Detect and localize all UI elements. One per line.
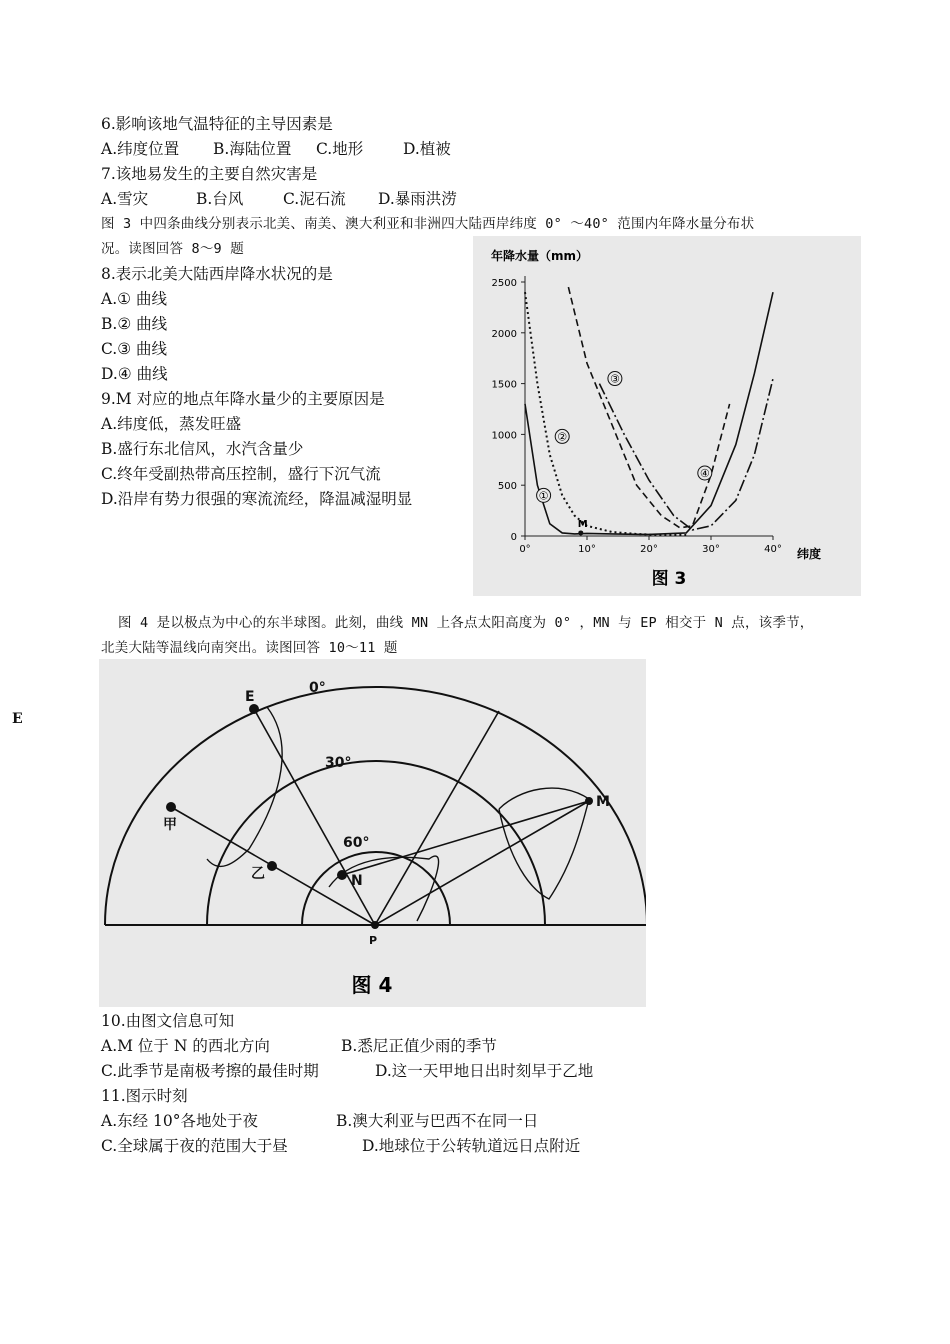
point-yi xyxy=(267,861,277,871)
q11-option-a: A.东经 10°各地处于夜 xyxy=(101,1112,259,1130)
q10-option-b: B.悉尼正值少雨的季节 xyxy=(341,1037,497,1055)
figure3-xtick-label: 30° xyxy=(702,544,720,555)
lat60-arc xyxy=(302,852,450,925)
q9-stem: 9.M 对应的地点年降水量少的主要原因是 xyxy=(101,390,385,408)
figure3-point-M-label: M xyxy=(577,518,588,530)
figure3-ytick-label: 500 xyxy=(497,481,517,493)
q9-option-c: C.终年受副热带高压控制，盛行下沉气流 xyxy=(101,465,381,483)
figure3-curve-label: ② xyxy=(557,430,568,444)
q6-option-c: C.地形 xyxy=(316,140,364,158)
figure3-curve-label: ④ xyxy=(699,467,710,481)
figure3-ytick-label: 2000 xyxy=(491,328,517,340)
q9-option-b: B.盛行东北信风，水汽含量少 xyxy=(101,440,304,458)
figure3-intro-line1: 图 3 中四条曲线分别表示北美、南美、澳大利亚和非洲四大陆西岸纬度 0° ～40° 范围内年降水量分布状 xyxy=(101,216,755,232)
q8-option-c: C.③ 曲线 xyxy=(101,340,168,358)
label-E: E xyxy=(245,689,255,705)
q6-option-d: D.植被 xyxy=(403,140,451,158)
figure3-svg xyxy=(473,236,861,596)
q8-option-d: D.④ 曲线 xyxy=(101,365,168,383)
equator-arc xyxy=(105,687,646,925)
figure3-ytick-label: 1000 xyxy=(491,430,517,442)
q11-option-b: B.澳大利亚与巴西不在同一日 xyxy=(336,1112,539,1130)
figure3-intro-line2: 况。读图回答 8～9 题 xyxy=(101,241,244,257)
q7-option-c: C.泥石流 xyxy=(283,190,346,208)
q8-option-a: A.① 曲线 xyxy=(101,290,167,308)
figure3-caption: 图 3 xyxy=(651,569,687,589)
label-lat-60: 60° xyxy=(343,835,370,851)
figure3-curve-label: ① xyxy=(538,489,549,503)
label-yi: 乙 xyxy=(251,866,265,882)
label-lat-30: 30° xyxy=(325,755,352,771)
q7-option-a: A.雪灾 xyxy=(101,190,149,208)
figure3-xtick-label: 0° xyxy=(519,544,531,555)
q6-option-b: B.海陆位置 xyxy=(213,140,292,158)
label-jia: 甲 xyxy=(163,817,177,833)
label-lat-0: 0° xyxy=(309,680,326,696)
q10-option-c: C.此季节是南极考擦的最佳时期 xyxy=(101,1062,319,1080)
figure4-intro-line1: 图 4 是以极点为中心的东半球图。此刻，曲线 MN 上各点太阳高度为 0° ，MN 与 EP 相交于 N 点，该季节， xyxy=(118,615,814,631)
figure3-ytick-label: 0 xyxy=(510,532,517,543)
figure3-ylabel: 年降水量（mm） xyxy=(491,249,589,263)
figure3-series-1 xyxy=(525,292,773,534)
meridian-line xyxy=(375,711,499,925)
figure3-xlabel: 纬度 xyxy=(797,547,822,561)
q7-option-d: D.暴雨洪涝 xyxy=(378,190,457,208)
figure4 xyxy=(99,659,646,1007)
q10-stem: 10.由图文信息可知 xyxy=(101,1012,235,1030)
label-M: M xyxy=(596,794,610,810)
line-N-M xyxy=(342,801,589,875)
figure3-xtick-label: 20° xyxy=(640,544,658,555)
q6-option-a: A.纬度位置 xyxy=(101,140,180,158)
q10-option-d: D.这一天甲地日出时刻早于乙地 xyxy=(375,1062,594,1080)
label-P: P xyxy=(369,934,378,947)
figure4-caption: 图 4 xyxy=(351,973,393,997)
label-N: N xyxy=(351,873,363,889)
figure4-intro-line2: 北美大陆等温线向南突出。读图回答 10～11 题 xyxy=(101,640,398,656)
point-jia xyxy=(166,802,176,812)
figure3-point-M xyxy=(578,530,583,535)
q11-option-c: C.全球属于夜的范围大于昼 xyxy=(101,1137,288,1155)
figure3-xtick-label: 40° xyxy=(764,544,782,555)
margin-letter: E xyxy=(12,711,23,727)
figure3-ytick-label: 2500 xyxy=(491,278,517,289)
q7-stem: 7.该地易发生的主要自然灾害是 xyxy=(101,165,318,183)
q8-option-b: B.② 曲线 xyxy=(101,315,168,333)
q9-option-a: A.纬度低，蒸发旺盛 xyxy=(101,415,242,433)
q9-option-d: D.沿岸有势力很强的寒流流经，降温减湿明显 xyxy=(101,490,413,508)
point-P xyxy=(371,921,379,929)
q10-option-a: A.M 位于 N 的西北方向 xyxy=(101,1037,270,1055)
point-M xyxy=(585,797,593,805)
point-E xyxy=(249,704,259,714)
q7-option-b: B.台风 xyxy=(196,190,244,208)
q6-stem: 6.影响该地气温特征的主导因素是 xyxy=(101,115,333,133)
q8-stem: 8.表示北美大陆西岸降水状况的是 xyxy=(101,265,333,283)
q11-stem: 11.图示时刻 xyxy=(101,1087,188,1105)
figure3-curve-label: ③ xyxy=(609,372,620,386)
lat30-arc xyxy=(207,761,545,925)
figure4-svg xyxy=(99,659,646,1007)
figure3 xyxy=(473,236,861,596)
q11-option-d: D.地球位于公转轨道远日点附近 xyxy=(362,1137,581,1155)
line-EP xyxy=(254,709,375,925)
figure3-series-3 xyxy=(568,287,729,528)
figure3-xtick-label: 10° xyxy=(578,544,596,555)
line-P-M xyxy=(375,801,589,925)
figure3-ytick-label: 1500 xyxy=(491,379,517,391)
point-N xyxy=(337,870,347,880)
